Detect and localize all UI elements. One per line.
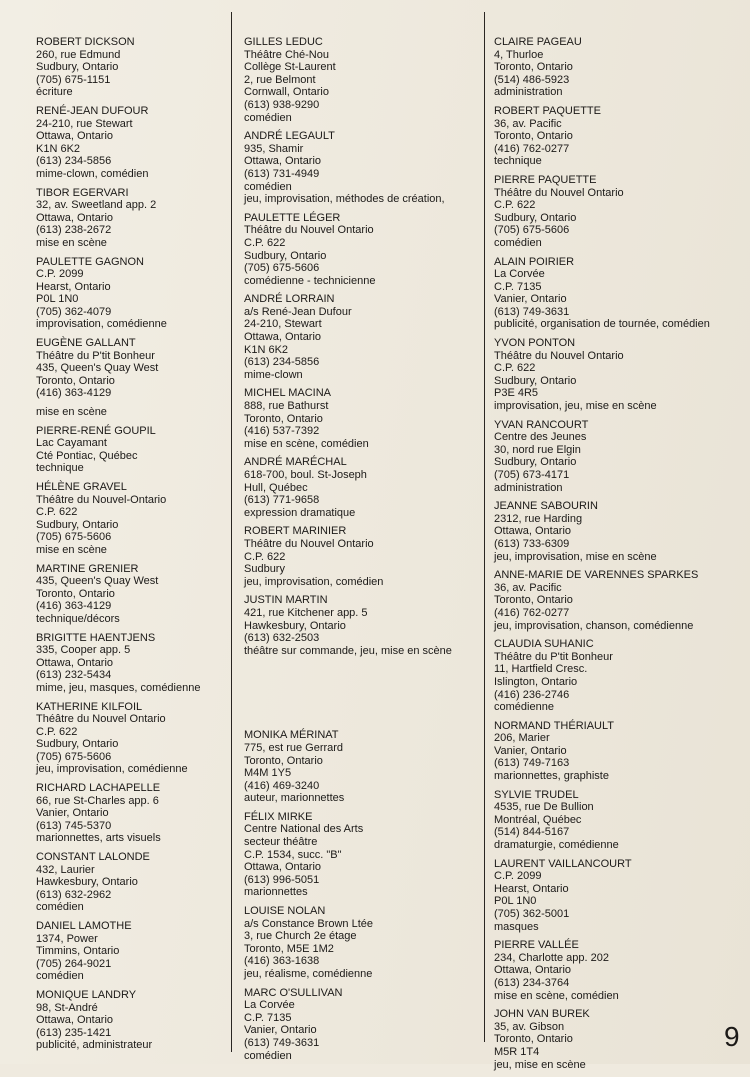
entry-detail: 24-210, Stewart bbox=[244, 318, 322, 331]
entry-name: ANDRÉ MARÉCHAL bbox=[244, 456, 347, 469]
entry-detail: Toronto, Ontario bbox=[494, 130, 573, 143]
directory-entry bbox=[244, 987, 469, 1063]
directory-entry bbox=[36, 851, 222, 914]
entry-detail: C.P. 622 bbox=[36, 725, 78, 738]
entry-detail: 24-210, rue Stewart bbox=[36, 117, 133, 130]
directory-entry bbox=[244, 212, 469, 288]
entry-detail: La Corvée bbox=[244, 999, 295, 1012]
directory-entry bbox=[244, 594, 469, 657]
entry-detail: (416) 236-2746 bbox=[494, 688, 570, 701]
entry-detail: Hearst, Ontario bbox=[494, 882, 569, 895]
entry-name: ALAIN POIRIER bbox=[494, 255, 575, 268]
directory-entry bbox=[494, 569, 744, 632]
entry-detail: C.P. 1534, succ. "B" bbox=[244, 848, 342, 861]
entry-name: JEANNE SABOURIN bbox=[494, 500, 598, 513]
directory-entry bbox=[36, 632, 222, 695]
directory-entry bbox=[494, 256, 744, 332]
entry-detail: Toronto, Ontario bbox=[36, 374, 115, 387]
directory-entry bbox=[36, 105, 222, 181]
entry-detail: (705) 362-4079 bbox=[36, 305, 112, 318]
entry-name: MONIQUE LANDRY bbox=[36, 988, 137, 1001]
entry-detail: marionnettes bbox=[244, 886, 308, 899]
entry-name: CONSTANT LALONDE bbox=[36, 851, 150, 864]
directory-entry bbox=[494, 337, 744, 413]
entry-detail: dramaturgie, comédienne bbox=[494, 839, 619, 852]
entry-name: PIERRE VALLÉE bbox=[494, 939, 579, 952]
entry-detail: (613) 771-9658 bbox=[244, 494, 320, 507]
entry-detail: Sudbury, Ontario bbox=[36, 61, 119, 74]
entry-detail: 234, Charlotte app. 202 bbox=[494, 951, 609, 964]
entry-detail: Sudbury, Ontario bbox=[36, 518, 119, 531]
directory-entry bbox=[36, 782, 222, 845]
entry-detail: (613) 731-4949 bbox=[244, 167, 320, 180]
directory-entry bbox=[36, 337, 222, 419]
entry-detail: 32, av. Sweetland app. 2 bbox=[36, 199, 157, 212]
entry-detail: 888, rue Bathurst bbox=[244, 400, 329, 413]
entry-detail: (613) 745-5370 bbox=[36, 819, 112, 832]
entry-name: CLAUDIA SUHANIC bbox=[494, 638, 594, 651]
entry-detail: comédienne bbox=[494, 701, 554, 714]
entry-detail: C.P. 7135 bbox=[494, 280, 542, 293]
entry-detail: 3, rue Church 2e étage bbox=[244, 930, 357, 943]
entry-name: MICHEL MACINA bbox=[244, 387, 331, 400]
entry-detail: C.P. 622 bbox=[494, 362, 536, 375]
directory-entry bbox=[244, 811, 469, 899]
directory-entry bbox=[36, 36, 222, 99]
entry-detail: Sudbury, Ontario bbox=[494, 374, 577, 387]
directory-entry bbox=[244, 130, 469, 206]
entry-detail: P0L 1N0 bbox=[494, 895, 537, 908]
entry-detail: Timmins, Ontario bbox=[36, 945, 120, 958]
entry-detail: écriture bbox=[36, 86, 73, 99]
entry-detail: Sudbury, Ontario bbox=[494, 211, 577, 224]
entry-detail: 421, rue Kitchener app. 5 bbox=[244, 606, 368, 619]
entry-detail: M4M 1Y5 bbox=[244, 767, 292, 780]
entry-name: PIERRE-RENÉ GOUPIL bbox=[36, 424, 156, 437]
entry-detail: Théâtre du P'tit Bonheur bbox=[36, 349, 155, 362]
entry-detail: (613) 234-5856 bbox=[244, 356, 320, 369]
directory-entry bbox=[244, 36, 469, 124]
entry-name: JUSTIN MARTIN bbox=[244, 594, 328, 607]
entry-name: ANDRÉ LEGAULT bbox=[244, 130, 335, 143]
entry-detail: comédien bbox=[36, 901, 84, 914]
entry-detail: 335, Cooper app. 5 bbox=[36, 644, 131, 657]
entry-detail: C.P. 2099 bbox=[36, 268, 84, 281]
entry-detail: Théâtre Ché-Nou bbox=[244, 48, 329, 61]
entry-detail: comédien bbox=[494, 236, 542, 249]
entry-name: MARTINE GRENIER bbox=[36, 562, 139, 575]
entry-detail: Théâtre du Nouvel Ontario bbox=[494, 349, 624, 362]
entry-detail: Toronto, Ontario bbox=[244, 754, 323, 767]
entry-detail: administration bbox=[494, 481, 563, 494]
entry-detail: expression dramatique bbox=[244, 506, 356, 519]
entry-detail: Toronto, Ontario bbox=[494, 594, 573, 607]
entry-detail: Ottawa, Ontario bbox=[244, 155, 322, 168]
entry-detail: C.P. 622 bbox=[244, 550, 286, 563]
page-number: 9 bbox=[724, 1021, 740, 1052]
entry-detail: Toronto, Ontario bbox=[36, 587, 115, 600]
entry-detail: mise en scène bbox=[36, 406, 107, 419]
entry-detail: Théâtre du Nouvel Ontario bbox=[494, 186, 624, 199]
entry-detail: a/s Constance Brown Ltée bbox=[244, 917, 374, 930]
entry-detail: (416) 762-0277 bbox=[494, 142, 570, 155]
entry-detail: secteur théâtre bbox=[244, 836, 318, 849]
entry-detail: (613) 234-5856 bbox=[36, 155, 112, 168]
entry-detail: (705) 675-5606 bbox=[36, 531, 112, 544]
entry-detail: théâtre sur commande, jeu, mise en scène bbox=[244, 644, 452, 657]
entry-detail: 36, av. Pacific bbox=[494, 117, 562, 130]
entry-name: PAULETTE LÉGER bbox=[244, 211, 341, 224]
entry-detail: technique bbox=[494, 155, 542, 168]
entry-name: RICHARD LACHAPELLE bbox=[36, 782, 161, 795]
directory-entry bbox=[494, 789, 744, 852]
entry-detail: 435, Queen's Quay West bbox=[36, 362, 159, 375]
entry-detail: P0L 1N0 bbox=[36, 293, 79, 306]
entry-detail: C.P. 622 bbox=[244, 236, 286, 249]
entry-detail: (613) 749-7163 bbox=[494, 757, 570, 770]
entry-detail: 618-700, boul. St-Joseph bbox=[244, 469, 367, 481]
entry-detail: Ottawa, Ontario bbox=[36, 130, 114, 143]
entry-detail: Collège St-Laurent bbox=[244, 61, 336, 74]
entry-detail: 432, Laurier bbox=[36, 863, 95, 876]
entry-detail: Ottawa, Ontario bbox=[36, 211, 114, 224]
directory-entry bbox=[36, 256, 222, 332]
entry-detail: marionnettes, arts visuels bbox=[36, 832, 161, 845]
entry-detail: comédienne - technicienne bbox=[244, 274, 376, 287]
entry-detail: mise en scène bbox=[36, 236, 107, 249]
directory-entry bbox=[244, 387, 469, 450]
entry-detail: C.P. 622 bbox=[494, 199, 536, 212]
directory-entry bbox=[494, 939, 744, 1002]
directory-entry bbox=[36, 187, 222, 250]
entry-detail: Ottawa, Ontario bbox=[244, 331, 322, 344]
entry-name: RENÉ-JEAN DUFOUR bbox=[36, 104, 149, 117]
entry-detail: (416) 762-0277 bbox=[494, 606, 570, 619]
entry-detail: C.P. 622 bbox=[36, 506, 78, 519]
entry-name: YVAN RANCOURT bbox=[494, 418, 589, 431]
entry-detail: comédien bbox=[244, 180, 292, 193]
entry-detail: Toronto, Ontario bbox=[494, 61, 573, 74]
entry-detail: Sudbury, Ontario bbox=[494, 456, 577, 469]
entry-name: FÉLIX MIRKE bbox=[244, 810, 313, 823]
entry-detail: Théâtre du Nouvel Ontario bbox=[244, 224, 374, 237]
entry-detail: comédien bbox=[244, 1049, 292, 1062]
entry-detail: 4535, rue De Bullion bbox=[494, 801, 594, 814]
entry-detail: 206, Marier bbox=[494, 732, 550, 745]
directory-entry bbox=[36, 481, 222, 557]
entry-detail: Centre des Jeunes bbox=[494, 431, 587, 444]
entry-detail: Théâtre du Nouvel Ontario bbox=[244, 537, 374, 550]
entry-detail: (705) 675-1151 bbox=[36, 73, 111, 86]
directory-entry bbox=[494, 720, 744, 783]
entry-name: DANIEL LAMOTHE bbox=[36, 920, 132, 932]
entry-detail: comédien bbox=[36, 970, 84, 983]
entry-name: ROBERT MARINIER bbox=[244, 525, 347, 538]
entry-detail: Cté Pontiac, Québec bbox=[36, 449, 138, 462]
entry-detail: K1N 6K2 bbox=[244, 343, 289, 356]
directory-entry bbox=[494, 858, 744, 934]
entry-detail: jeu, improvisation, comédienne bbox=[36, 763, 188, 776]
entry-detail: jeu, mise en scène bbox=[494, 1058, 586, 1071]
entry-detail: (416) 363-1638 bbox=[244, 955, 320, 968]
entry-detail: publicité, administrateur bbox=[36, 1039, 153, 1052]
entry-detail: Vanier, Ontario bbox=[494, 293, 567, 306]
entry-name: LAURENT VAILLANCOURT bbox=[494, 857, 632, 870]
entry-detail: Ottawa, Ontario bbox=[494, 964, 572, 977]
entry-name: ANDRÉ LORRAIN bbox=[244, 293, 335, 306]
entry-name: TIBOR EGERVARI bbox=[36, 186, 129, 199]
entry-name: ANNE-MARIE DE VARENNES SPARKES bbox=[494, 569, 699, 582]
entry-name: GILLES LEDUC bbox=[244, 36, 323, 48]
entry-detail: (705) 673-4171 bbox=[494, 469, 570, 481]
entry-detail: jeu, improvisation, méthodes de création, bbox=[244, 193, 445, 206]
entry-detail: (613) 938-9290 bbox=[244, 98, 320, 111]
entry-detail: Sudbury bbox=[244, 563, 285, 576]
directory-entry bbox=[36, 989, 222, 1052]
entry-detail: Théâtre du P'tit Bonheur bbox=[494, 650, 613, 663]
entry-detail: a/s René-Jean Dufour bbox=[244, 305, 352, 318]
entry-detail: Hawkesbury, Ontario bbox=[244, 619, 346, 632]
entry-detail: 4, Thurloe bbox=[494, 48, 544, 61]
entry-name: ROBERT DICKSON bbox=[36, 36, 135, 48]
directory-column-3 bbox=[494, 36, 744, 1077]
entry-detail: P3E 4R5 bbox=[494, 387, 539, 400]
entry-detail: 36, av. Pacific bbox=[494, 581, 562, 594]
entry-name: NORMAND THÉRIAULT bbox=[494, 719, 614, 732]
entry-detail: marionnettes, graphiste bbox=[494, 770, 609, 783]
entry-detail: 2312, rue Harding bbox=[494, 512, 583, 525]
entry-detail: K1N 6K2 bbox=[36, 142, 81, 155]
entry-detail: mise en scène bbox=[36, 543, 107, 556]
entry-detail: (613) 632-2503 bbox=[244, 632, 320, 645]
entry-detail: Sudbury, Ontario bbox=[36, 738, 119, 751]
entry-detail: jeu, improvisation, chanson, comédienne bbox=[494, 619, 694, 632]
entry-detail: 1374, Power bbox=[36, 932, 98, 945]
entry-detail: administration bbox=[494, 86, 563, 99]
entry-detail: (613) 238-2672 bbox=[36, 224, 112, 237]
directory-entry bbox=[494, 36, 744, 99]
entry-detail: (613) 632-2962 bbox=[36, 888, 112, 901]
entry-detail: (416) 469-3240 bbox=[244, 779, 320, 792]
entry-name: ROBERT PAQUETTE bbox=[494, 104, 601, 117]
entry-detail: M5R 1T4 bbox=[494, 1045, 540, 1058]
entry-name: MONIKA MÉRINAT bbox=[244, 729, 339, 742]
directory-entry bbox=[244, 456, 469, 519]
entry-name: CLAIRE PAGEAU bbox=[494, 36, 582, 48]
entry-detail: (613) 234-3764 bbox=[494, 976, 570, 989]
column-divider bbox=[231, 12, 232, 1052]
entry-detail: (613) 733-6309 bbox=[494, 537, 570, 550]
entry-detail: Hearst, Ontario bbox=[36, 280, 111, 293]
directory-entry bbox=[494, 1008, 744, 1071]
entry-detail: 435, Queen's Quay West bbox=[36, 575, 159, 588]
entry-name: JOHN VAN BUREK bbox=[494, 1008, 590, 1021]
entry-detail: 2, rue Belmont bbox=[244, 73, 316, 86]
entry-detail: (613) 235-1421 bbox=[36, 1026, 112, 1039]
entry-detail: Ottawa, Ontario bbox=[36, 656, 114, 669]
entry-detail: Théâtre du Nouvel-Ontario bbox=[36, 493, 167, 506]
entry-detail: (416) 363-4129 bbox=[36, 387, 112, 400]
entry-detail: Hawkesbury, Ontario bbox=[36, 876, 138, 889]
entry-name: LOUISE NOLAN bbox=[244, 905, 326, 918]
directory-entry bbox=[494, 174, 744, 250]
entry-detail: 11, Hartfield Cresc. bbox=[494, 663, 588, 676]
directory-entry bbox=[36, 701, 222, 777]
entry-detail: 935, Shamir bbox=[244, 142, 304, 155]
entry-detail: technique bbox=[36, 462, 84, 475]
directory-entry bbox=[494, 105, 744, 168]
directory-entry bbox=[494, 419, 744, 495]
entry-detail: improvisation, jeu, mise en scène bbox=[494, 400, 657, 413]
entry-detail: Vanier, Ontario bbox=[494, 744, 567, 757]
entry-detail: Ottawa, Ontario bbox=[244, 861, 322, 874]
entry-detail: Sudbury, Ontario bbox=[244, 249, 327, 262]
entry-detail: (613) 232-5434 bbox=[36, 669, 112, 682]
entry-detail: mise en scène, comédien bbox=[494, 989, 619, 1002]
entry-detail: (613) 996-5051 bbox=[244, 873, 320, 886]
directory-column-1 bbox=[36, 36, 222, 1058]
entry-detail: Toronto, Ontario bbox=[244, 412, 323, 425]
entry-detail: Toronto, M5E 1M2 bbox=[244, 942, 334, 955]
entry-detail: 30, nord rue Elgin bbox=[494, 443, 581, 456]
entry-detail: 775, est rue Gerrard bbox=[244, 741, 344, 754]
entry-detail: (514) 844-5167 bbox=[494, 826, 570, 839]
directory-entry bbox=[244, 905, 469, 981]
entry-detail: 35, av. Gibson bbox=[494, 1020, 565, 1033]
directory-column-2 bbox=[244, 36, 469, 1068]
entry-detail: technique/décors bbox=[36, 612, 120, 625]
entry-detail: mime-clown bbox=[244, 368, 303, 381]
entry-detail: masques bbox=[494, 920, 539, 933]
directory-entry bbox=[244, 729, 469, 805]
entry-name: KATHERINE KILFOIL bbox=[36, 700, 143, 713]
entry-name: SYLVIE TRUDEL bbox=[494, 788, 579, 801]
column-divider bbox=[484, 12, 485, 1042]
entry-name: PAULETTE GAGNON bbox=[36, 255, 144, 268]
entry-detail: jeu, réalisme, comédienne bbox=[244, 968, 373, 980]
directory-entry bbox=[494, 638, 744, 714]
entry-name: YVON PONTON bbox=[494, 337, 576, 350]
entry-detail: publicité, organisation de tournée, comédien bbox=[494, 318, 710, 331]
entry-name: MARC O'SULLIVAN bbox=[244, 986, 343, 999]
entry-detail: auteur, marionnettes bbox=[244, 792, 345, 805]
entry-detail: Vanier, Ontario bbox=[36, 807, 109, 820]
entry-name: BRIGITTE HAENTJENS bbox=[36, 631, 156, 644]
entry-detail: jeu, improvisation, comédien bbox=[244, 575, 384, 588]
entry-detail: Théâtre du Nouvel Ontario bbox=[36, 713, 166, 726]
entry-detail: Ottawa, Ontario bbox=[494, 525, 572, 538]
entry-detail: (705) 264-9021 bbox=[36, 957, 112, 970]
entry-detail: (613) 749-3631 bbox=[244, 1036, 320, 1049]
entry-detail: Islington, Ontario bbox=[494, 675, 578, 688]
entry-detail: (416) 363-4129 bbox=[36, 600, 112, 613]
entry-detail: Cornwall, Ontario bbox=[244, 86, 329, 99]
entry-detail: 66, rue St-Charles app. 6 bbox=[36, 794, 159, 807]
entry-detail: (705) 362-5001 bbox=[494, 908, 570, 920]
entry-detail: La Corvée bbox=[494, 268, 545, 281]
entry-detail: (514) 486-5923 bbox=[494, 73, 570, 86]
directory-entry bbox=[36, 425, 222, 475]
entry-detail: (613) 749-3631 bbox=[494, 305, 570, 318]
entry-detail: Ottawa, Ontario bbox=[36, 1014, 114, 1027]
directory-entry bbox=[36, 920, 222, 983]
entry-detail: Vanier, Ontario bbox=[244, 1024, 317, 1037]
entry-detail: 260, rue Edmund bbox=[36, 48, 121, 61]
entry-detail: comédien bbox=[244, 111, 292, 124]
entry-detail: C.P. 2099 bbox=[494, 870, 542, 883]
entry-detail: (705) 675-5606 bbox=[36, 750, 112, 763]
entry-detail: (705) 675-5606 bbox=[244, 262, 320, 275]
entry-name: PIERRE PAQUETTE bbox=[494, 173, 597, 186]
entry-detail: mise en scène, comédien bbox=[244, 437, 369, 450]
entry-detail: C.P. 7135 bbox=[244, 1011, 292, 1024]
entry-detail: improvisation, comédienne bbox=[36, 318, 167, 331]
entry-detail: 98, St-André bbox=[36, 1001, 98, 1014]
entry-detail: (416) 537-7392 bbox=[244, 425, 320, 438]
entry-detail: Lac Cayamant bbox=[36, 437, 107, 450]
entry-detail: mime, jeu, masques, comédienne bbox=[36, 681, 201, 694]
entry-detail: jeu, improvisation, mise en scène bbox=[494, 550, 657, 563]
entry-detail: (705) 675-5606 bbox=[494, 224, 570, 237]
entry-name: EUGÈNE GALLANT bbox=[36, 337, 136, 350]
entry-detail: Montréal, Québec bbox=[494, 813, 582, 826]
directory-entry bbox=[494, 500, 744, 563]
entry-detail: Toronto, Ontario bbox=[494, 1033, 573, 1046]
directory-entry bbox=[36, 563, 222, 626]
entry-detail: mime-clown, comédien bbox=[36, 167, 149, 180]
entry-detail: Centre National des Arts bbox=[244, 823, 364, 836]
directory-entry bbox=[244, 293, 469, 381]
entry-detail: Hull, Québec bbox=[244, 481, 308, 494]
entry-name: HÉLÈNE GRAVEL bbox=[36, 481, 127, 493]
directory-entry bbox=[244, 525, 469, 588]
